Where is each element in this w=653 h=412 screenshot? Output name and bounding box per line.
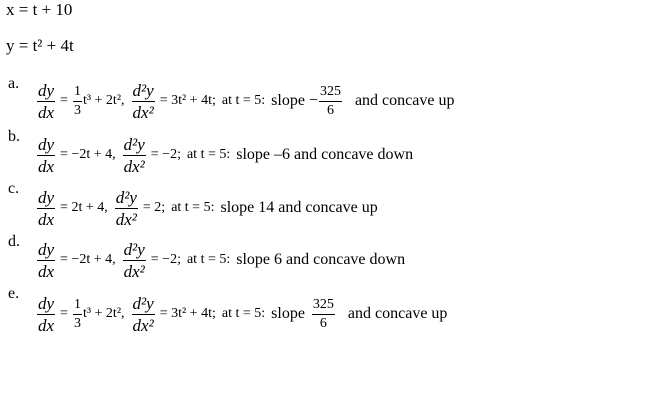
dydx-rhs: = 2t + 4,: [60, 200, 108, 215]
at-t5: at t = 5:: [221, 93, 266, 108]
dydx-fraction: $\frac{dy}{dx}$: [38, 239, 55, 281]
dydx-fraction: $\frac{dy}{dx}$: [38, 134, 55, 176]
option-tail: slope 6 and concave down: [236, 251, 406, 268]
d2-rhs: = 2;: [142, 200, 166, 215]
d2ydx2-fraction: $\frac{\text{d²y}}{\text{dx²}}$: [123, 134, 145, 176]
dydx-fraction: $\frac{dy}{dx}$: [38, 187, 55, 229]
d2-rhs: = −2;: [150, 147, 181, 162]
one-third-fraction: $\frac{1}{3}$: [73, 296, 81, 331]
option-tail: slope –6 and concave down: [236, 146, 414, 163]
at-t5: at t = 5:: [171, 200, 215, 215]
option-a: [36, 79, 454, 123]
option-label-e: e.: [8, 285, 20, 302]
at-t5: at t = 5:: [221, 306, 266, 321]
slope-fraction: $\frac{325}{6}$: [312, 296, 334, 331]
d2ydx2-fraction: $\frac{\text{d²y}}{\text{dx²}}$: [115, 187, 137, 229]
slope-fraction: $\frac{325}{6}$: [319, 83, 341, 118]
option-e: [36, 292, 447, 336]
option-c: [36, 186, 378, 230]
d2ydx2-fraction: $\frac{\text{d²y}}{\text{dx²}}$: [132, 80, 154, 122]
at-t5: at t = 5:: [186, 147, 231, 162]
option-tail: and concave up: [354, 92, 455, 109]
dydx-tail: t³ + 2t²,: [82, 93, 125, 108]
d2ydx2-fraction: $\frac{\text{d²y}}{\text{dx²}}$: [132, 293, 154, 335]
option-tail: slope 14 and concave up: [220, 199, 378, 216]
equals-sign: =: [60, 306, 68, 321]
equation-y: y = t² + 4t: [6, 36, 74, 55]
dydx-fraction: $\frac{dy}{dx}$: [38, 80, 55, 122]
equation-x: x = t + 10: [6, 0, 73, 19]
option-d: [36, 238, 405, 282]
option-label-c: c.: [8, 180, 20, 197]
dydx-tail: t³ + 2t²,: [82, 306, 125, 321]
d2ydx2-fraction: $\frac{\text{d²y}}{\text{dx²}}$: [123, 239, 145, 281]
option-b: [36, 133, 413, 177]
dydx-rhs: = −2t + 4,: [60, 147, 116, 162]
option-label-d: d.: [8, 233, 20, 250]
dydx-rhs: = −2t + 4,: [60, 252, 116, 267]
option-tail: and concave up: [347, 305, 448, 322]
slope-prefix: slope −: [271, 92, 318, 109]
dydx-fraction: $\frac{dy}{dx}$: [38, 293, 55, 335]
equals-sign: =: [60, 93, 68, 108]
at-t5: at t = 5:: [186, 252, 231, 267]
option-label-b: b.: [8, 128, 20, 145]
d2-rhs: = 3t² + 4t;: [159, 306, 216, 321]
option-label-a: a.: [8, 75, 20, 92]
one-third-fraction: $\frac{1}{3}$: [73, 83, 81, 118]
slope-prefix: slope: [271, 305, 305, 322]
d2-rhs: = −2;: [150, 252, 181, 267]
d2-rhs: = 3t² + 4t;: [159, 93, 216, 108]
